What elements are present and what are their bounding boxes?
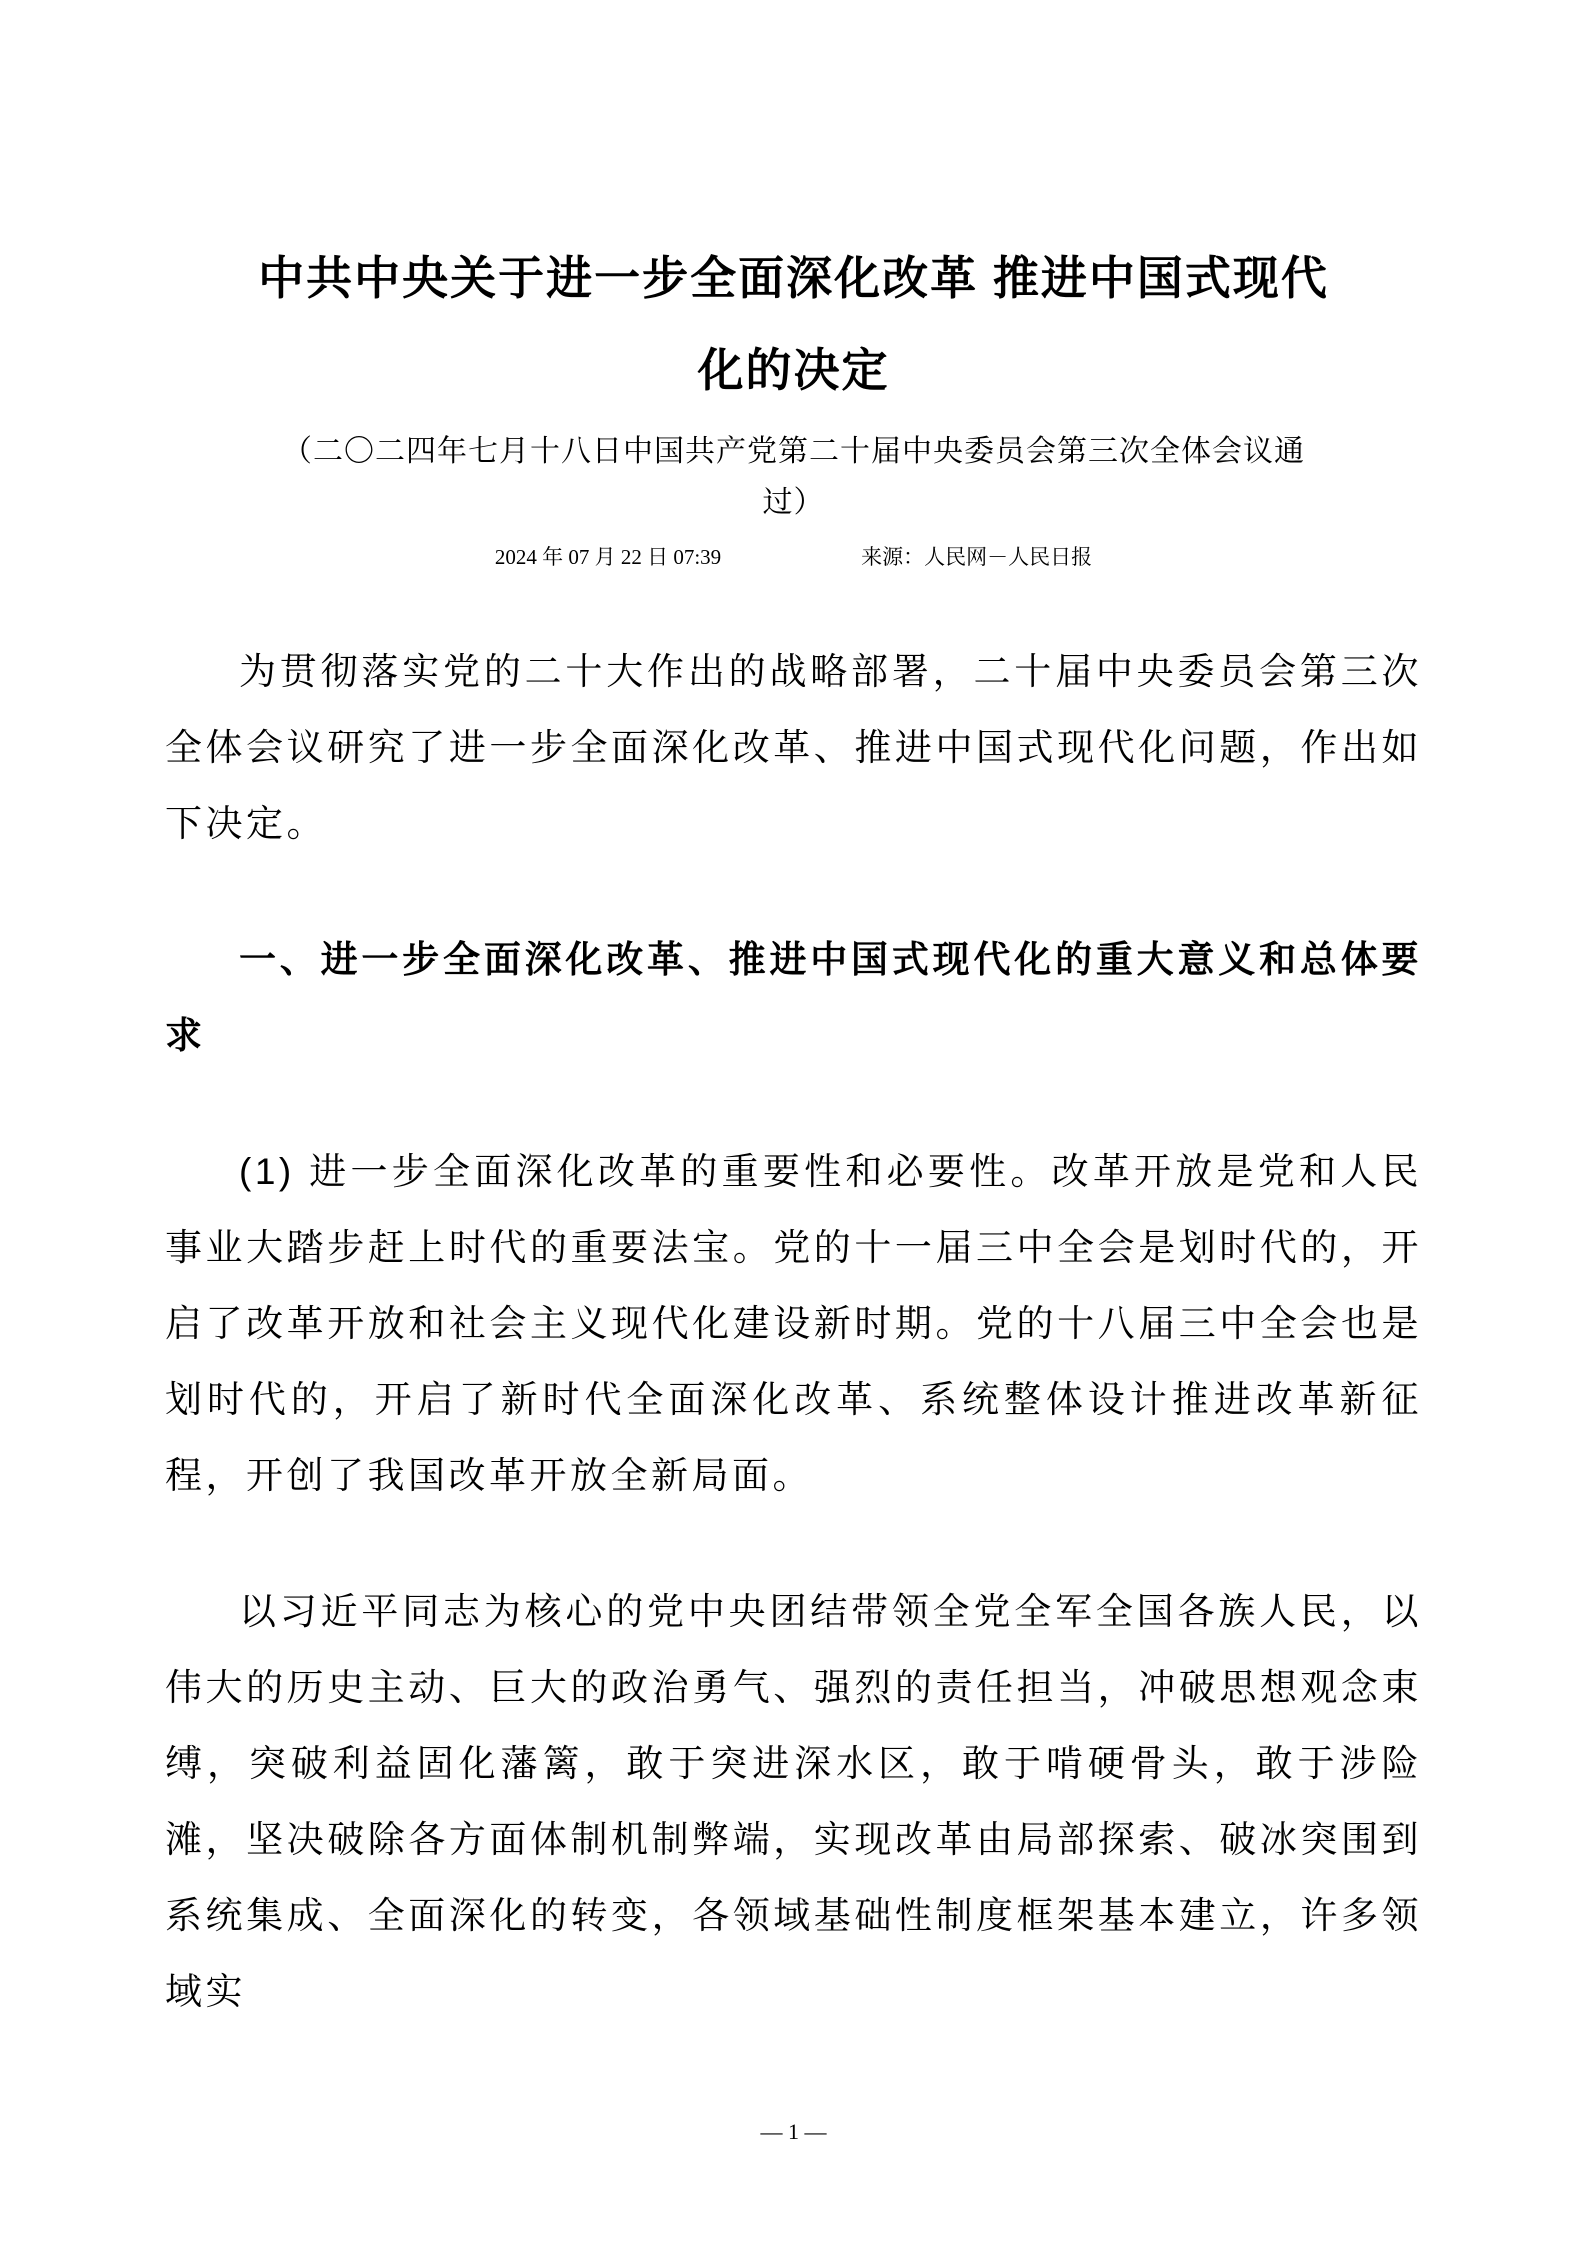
paragraph-intro: 为贯彻落实党的二十大作出的战略部署，二十届中央委员会第三次全体会议研究了进一步全面深化改革、推进中国式现代化问题，作出如下决定。 bbox=[165, 651, 1422, 844]
document-title bbox=[165, 232, 1422, 416]
document-title-line-2: 化的决定 bbox=[697, 344, 890, 396]
document-title-line-1: 中共中央关于进一步全面深化改革 推进中国式现代 bbox=[258, 252, 1329, 304]
section-heading-1: 一、进一步全面深化改革、推进中国式现代化的重大意义和总体要求 bbox=[165, 939, 1422, 1056]
paragraph-item-1: (1) 进一步全面深化改革的重要性和必要性。改革开放是党和人民事业大踏步赶上时代的重要法宝。党的十一届三中全会是划时代的，开启了改革开放和社会主义现代化建设新时期。党的十八届三中全会也是划时代的，开启了新时代全面深化改革、系统整体设计推进改革新征程，开创了我国改革开放全新局面。 bbox=[165, 1151, 1422, 1496]
paragraph-achievements: 以习近平同志为核心的党中央团结带领全党全军全国各族人民，以伟大的历史主动、巨大的政治勇气、强烈的责任担当，冲破思想观念束缚，突破利益固化藩篱，敢于突进深水区，敢于啃硬骨头，敢于涉险滩，坚决破除各方面体制机制弊端，实现改革由局部探索、破冰突围到系统集成、全面深化的转变，各领域基础性制度框架基本建立，许多领域实 bbox=[165, 1591, 1422, 2012]
document-subtitle-line-2: 过） bbox=[762, 486, 825, 519]
document-meta bbox=[165, 540, 1422, 574]
publish-datetime: 2024 年 07 月 22 日 07:39 bbox=[494, 545, 722, 569]
source-label: 来源：人民网－人民日报 bbox=[861, 545, 1093, 569]
document-subtitle-line-1: （二〇二四年七月十八日中国共产党第二十届中央委员会第三次全体会议通 bbox=[282, 435, 1305, 468]
page-number: — 1 — bbox=[760, 2119, 827, 2144]
document-subtitle bbox=[165, 426, 1422, 528]
document-body bbox=[165, 634, 1422, 2030]
